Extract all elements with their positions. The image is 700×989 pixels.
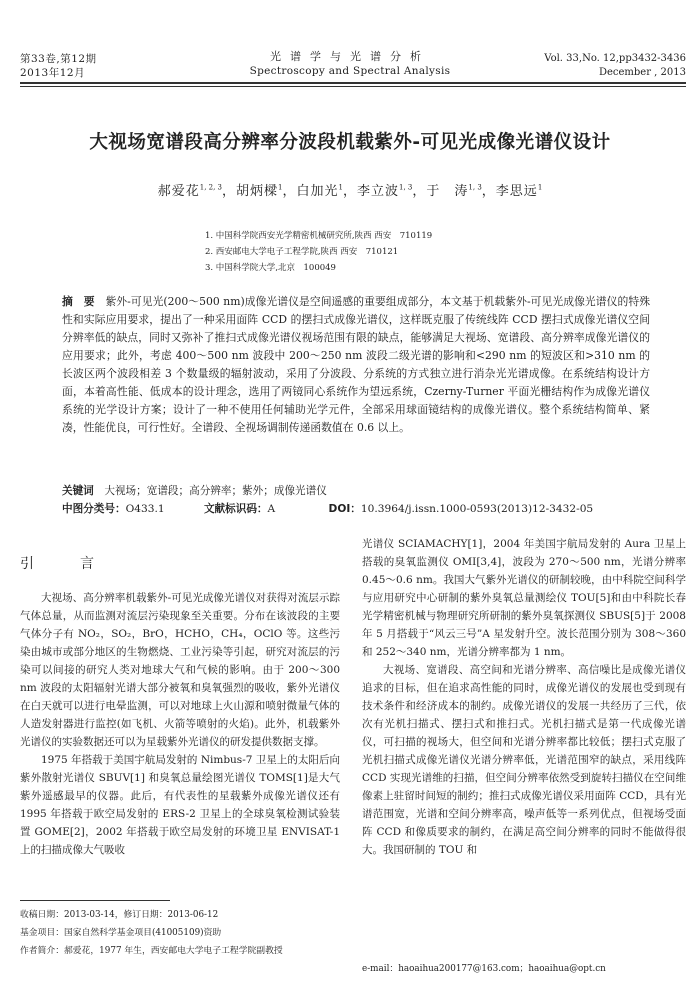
author-affil-mark: 1 <box>278 183 283 192</box>
author-name: 李立波 <box>357 184 400 199</box>
author-affil-mark: 1 <box>537 183 543 192</box>
footnote-funding: 基金项目：国家自然科学基金项目(41005109)资助 <box>20 928 222 938</box>
keywords-line <box>62 482 650 500</box>
doi-value: 10.3964/j.issn.1000-0593(2013)12-3432-05 <box>360 503 594 515</box>
clc-label: 中图分类号： <box>62 503 126 515</box>
author-name: 郝爱花 <box>157 184 200 199</box>
keywords-text: 大视场；宽谱段；高分辨率；紫外；成像光谱仪 <box>104 485 327 497</box>
affiliation: 2. 西安邮电大学电子工程学院,陕西 西安 710121 <box>205 247 399 257</box>
author-affil-mark: 1, 3 <box>468 183 482 192</box>
author-affil-mark: 1, 3 <box>399 183 413 192</box>
author-email: e-mail：haoaihua200177@163.com；haoaihua@opt.cn <box>362 964 606 974</box>
affiliations <box>205 228 432 276</box>
footnote-rule <box>20 900 170 901</box>
journal-name-en: Spectroscopy and Spectral Analysis <box>249 65 451 77</box>
abstract <box>62 293 650 437</box>
classification-line <box>62 500 650 518</box>
author-list: 郝爱花$^{1, 2, 3}$，胡炳樑$^1$，白加光$^1$，李立波$^{1, 3}$，于 涛$^{1, 3}$，李思远$^1$ <box>157 183 543 199</box>
affiliation: 1. 中国科学院西安光学精密机械研究所,陕西 西安 710119 <box>205 231 433 241</box>
doc-code-label: 文献标识码： <box>203 503 268 515</box>
section-heading: 引 言 <box>20 556 110 572</box>
author-affil-mark: 1 <box>338 183 343 192</box>
volume-pages-en: Vol. 33,No. 12,pp3432-3436 <box>544 53 686 64</box>
header-rule-thin <box>20 86 686 87</box>
issue-date-en: December , 2013 <box>598 67 686 78</box>
author-name: 白加光 <box>296 184 339 199</box>
volume-issue: 第33卷,第12期 <box>20 53 97 65</box>
doc-code-value: A <box>267 503 276 515</box>
author-name: 胡炳樑 <box>236 184 279 199</box>
header-rule-thick <box>20 82 686 84</box>
body-paragraph: 光谱仪 SCIAMACHY[1]，2004 年美国宇航局发射的 Aura 卫星上搭载的臭氧监测仪 OMI[3,4]，波段为 270～500 nm，光谱分辨率 0.45～0.6 nm。我国大气紫外光谱仪的研制较晚，由中科院空间科学与应用研究中心研制的紫外臭氧总量测绘仪 TOU[5]和由中科院长春光学精密机械与物理研究所研制的紫外臭氧探测仪 SBUS[5]于 2008 年 5 月搭载于“风云三号”A 星发射升空。波长范围分别为 308～360 和 252～340 nm，光谱分辨率都为 1 nm。 <box>362 538 686 658</box>
footnote-author: 作者简介：郝爱花，1977 年生，西安邮电大学电子工程学院副教授 <box>20 946 283 956</box>
author-name: 李思远 <box>495 184 538 199</box>
affiliation: 3. 中国科学院大学,北京 100049 <box>205 263 336 273</box>
issue-date: 2013年12月 <box>20 67 86 79</box>
body-paragraph: 大视场、高分辨率机载紫外-可见光成像光谱仪对获得对流层示踪气体总量，从而监测对流层污染现象至关重要。分布在该波段的主要气体分子有 NO₂，SO₂，BrO，HCHO，CH₄，OClO 等。这些污染由城市或部分地区的生物燃烧、工业污染等引起，研究对流层的污染可以间接的研究人类对地球大气和气候的影响。由于 200～300 nm 波段的太阳辐射光谱大部分被氧和臭氧强烈的吸收，紫外光谱仪在白天就可以进行电晕监测，可以对地球上火山源和喷射微量气体的人造发射器进行监控(如飞机、火箭等喷射的火焰)。此外，机载紫外光谱仪的实验数据还可以为星载紫外光谱仪的研发提供数据支撑。 <box>20 592 340 748</box>
body-paragraph: 大视场、宽谱段、高空间和光谱分辨率、高信噪比是成像光谱仪追求的目标，但在追求高性能的同时，成像光谱仪的发展也受到现有技术条件和经济成本的制约。成像光谱仪的发展一共经历了三代，依次有光机扫描式、摆扫式和推扫式。光机扫描式是第一代成像光谱仪，可扫描的视场大，但空间和光谱分辨率都比较低；摆扫式克服了光机扫描式成像光谱仪光谱分辨率低，光谱范围窄的缺点，采用线阵 CCD 实现光谱维的扫描，但空间分辨率依然受到旋转扫描仪在空间维像素上驻留时间短的制约；推扫式成像光谱仪采用面阵 CCD，具有光谱范围宽，光谱和空间分辨率高，噪声低等一系列优点，但视场受面阵 CCD 和像质要求的制约，在满足高空间分辨率的同时不能做得很大。我国研制的 TOU 和 <box>362 664 686 856</box>
body-paragraph: 1975 年搭载于美国宇航局发射的 Nimbus-7 卫星上的太阳后向紫外散射光谱仪 SBUV[1] 和臭氧总量绘图光谱仪 TOMS[1]是大气紫外遥感最早的仪器。此后，有代表性的星载紫外成像光谱仪还有 1995 年搭载于欧空局发射的 ERS-2 卫星上的全球臭氧检测试验装置 GOME[2]，2002 年搭载于欧空局发射的环境卫星 ENVISAT-1 上的扫描成像大气吸收 <box>20 754 340 856</box>
footnote-received: 收稿日期：2013-03-14，修订日期：2013-06-12 <box>20 910 219 920</box>
journal-name-cn: 光谱学与光谱分析 <box>270 50 430 63</box>
author-affil-mark: 1, 2, 3 <box>199 183 222 192</box>
footnotes <box>20 906 283 960</box>
author-name: 于 涛 <box>426 184 469 199</box>
header-right <box>544 52 686 80</box>
left-column <box>20 589 340 859</box>
abstract-text: 紫外-可见光(200～500 nm)成像光谱仪是空间遥感的重要组成部分，本文基于机载紫外-可见光成像光谱仪的特殊性和实际应用要求，提出了一种采用面阵 CCD 的摆扫式成像光谱仪，这样既克服了传统线阵 CCD 摆扫式成像光谱仪空间分辨率低的缺点，同时又弥补了推扫式成像光谱仪视场范围有限的缺点，能够满足大视场、宽谱段、高分辨率成像光谱仪的应用要求；此外，考虑 400～500 nm 波段中 200～250 nm 波段二级光谱的影响和<290 nm 的短波区和>310 nm 的长波区两个波段相差 3 个数量级的辐射波动，采用了分波段、分系统的方式独立进行消杂光光谱成像。在系统结构设计方面，本着高性能、低成本的设计理念，选用了两镜同心系统作为望远系统，Czerny-Turner 平面光栅结构作为成像光谱仪系统的光学设计方案；设计了一种不使用任何辅助光学元件，全部采用球面镜结构的成像光谱仪。整个系统结构简单、紧凑，性能优良，可行性好。全谱段、全视场调制传递函数值在 0.6 以上。 <box>62 295 651 434</box>
clc-value: O433.1 <box>125 503 165 515</box>
keywords-label: 关键词 <box>62 485 94 497</box>
abstract-label: 摘 要 <box>62 295 95 308</box>
doi-label: DOI： <box>328 503 361 515</box>
paper-title: 大视场宽谱段高分辨率分波段机载紫外-可见光成像光谱仪设计 <box>89 132 611 153</box>
right-column <box>362 535 686 859</box>
keywords-block <box>62 482 650 518</box>
